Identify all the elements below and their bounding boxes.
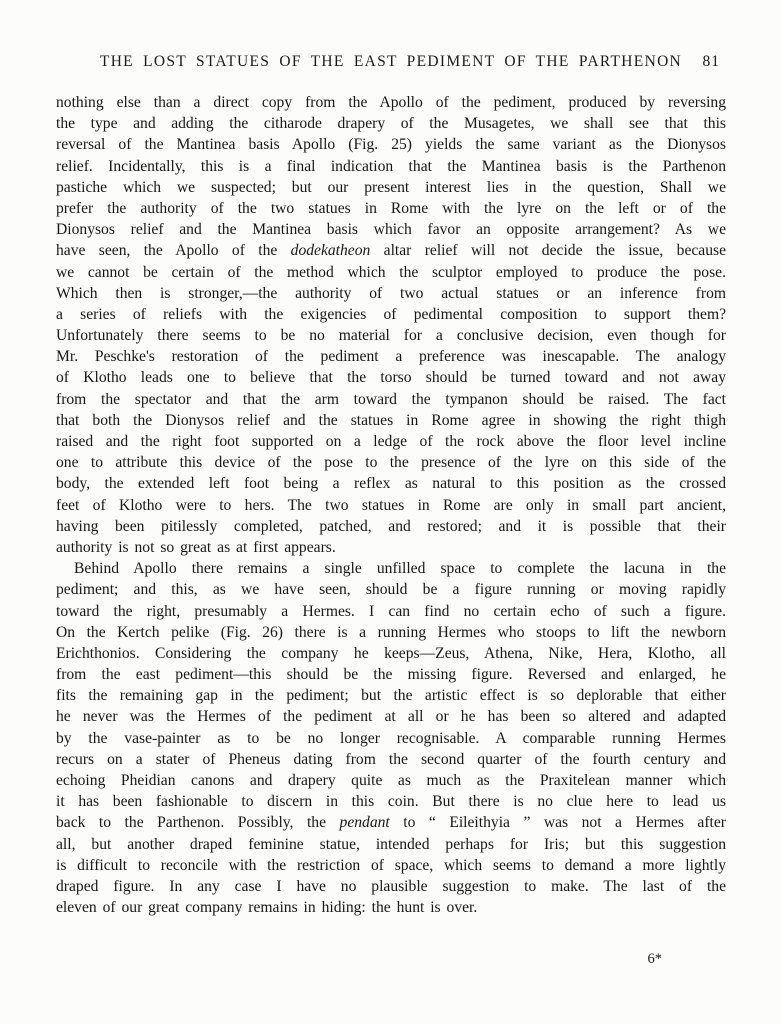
text-line: Which then is stronger,—the authority of two actual statues or an inference from bbox=[56, 284, 726, 302]
text-line: draped figure. In any case I have no plausible suggestion to make. The last of the bbox=[56, 877, 726, 895]
text-line: recurs on a stater of Pheneus dating from the second quarter of the fourth century and bbox=[56, 750, 726, 768]
paragraph bbox=[56, 92, 726, 558]
text-line: back to the Parthenon. Possibly, the pendant to “ Eileithyia ” was not a Hermes after bbox=[56, 814, 726, 832]
text-line: having been pitilessly completed, patched, and restored; and it is possible that their bbox=[56, 517, 726, 535]
text-line: Mr. Peschke's restoration of the pediment a preference was inescapable. The analogy bbox=[56, 348, 726, 366]
text-line: prefer the authority of the two statues in Rome with the lyre on the left or of the bbox=[56, 199, 726, 217]
text-line: all, but another draped feminine statue, intended perhaps for Iris; but this suggestion bbox=[56, 835, 726, 853]
text-line: On the Kertch pelike (Fig. 26) there is a running Hermes who stoops to lift the newborn bbox=[56, 623, 726, 641]
text-line: is difficult to reconcile with the restriction of space, which seems to demand a more lightly bbox=[56, 856, 726, 874]
text-line: a series of reliefs with the exigencies of pedimental composition to support them? bbox=[56, 305, 726, 323]
text-line: that both the Dionysos relief and the statues in Rome agree in showing the right thigh bbox=[56, 411, 726, 429]
text-line: we cannot be certain of the method which the sculptor employed to produce the pose. bbox=[56, 263, 726, 281]
text-line: Unfortunately there seems to be no material for a conclusive decision, even though for bbox=[56, 327, 726, 345]
text-line: fits the remaining gap in the pediment; but the artistic effect is so deplorable that either bbox=[56, 687, 726, 705]
text-line: relief. Incidentally, this is a final indication that the Mantinea basis is the Parthenon bbox=[56, 157, 726, 175]
text-line: Behind Apollo there remains a single unfilled space to complete the lacuna in the bbox=[74, 560, 726, 578]
text-line: echoing Pheidian canons and drapery quite as much as the Praxitelean manner which bbox=[56, 772, 726, 789]
text-line: from the spectator and that the arm toward the tympanon should be raised. The fact bbox=[56, 390, 726, 408]
text-line: authority is not so great as at first appears. bbox=[56, 538, 336, 556]
text-line: eleven of our great company remains in hiding: the hunt is over. bbox=[56, 899, 478, 917]
text-line: it has been fashionable to discern in this coin. But there is no clue here to lead us bbox=[56, 793, 726, 811]
text-line: he never was the Hermes of the pediment at all or he has been so altered and adapted bbox=[56, 708, 726, 726]
text-line: by the vase-painter as to be no longer recognisable. A comparable running Hermes bbox=[56, 729, 726, 747]
text-line: the type and adding the citharode drapery of the Musagetes, we shall see that this bbox=[56, 115, 726, 133]
page-number: 81 bbox=[702, 53, 720, 70]
text-line: toward the right, presumably a Hermes. I can find no certain echo of such a figure. bbox=[56, 602, 726, 620]
text-line: feet of Klotho were to hers. The two statues in Rome are only in small part ancient, bbox=[56, 496, 726, 514]
text-line: Dionysos relief and the Mantinea basis which favor an opposite arrangement? As we bbox=[56, 221, 726, 239]
text-line: nothing else than a direct copy from the Apollo of the pediment, produced by reversing bbox=[56, 94, 726, 111]
text-block bbox=[56, 92, 726, 918]
page-header bbox=[56, 53, 726, 75]
text-line: pastiche which we suspected; but our present interest lies in the question, Shall we bbox=[56, 178, 726, 196]
text-line: from the east pediment—this should be the missing figure. Reversed and enlarged, he bbox=[56, 666, 726, 684]
text-line: raised and the right foot supported on a ledge of the rock above the floor level incline bbox=[56, 433, 726, 450]
text-line: Erichthonios. Considering the company he keeps—Zeus, Athena, Nike, Hera, Klotho, all bbox=[56, 644, 726, 662]
text-line: body, the extended left foot being a reflex as natural to this position as the crossed bbox=[56, 475, 726, 493]
text-line: of Klotho leads one to believe that the torso should be turned toward and not away bbox=[56, 369, 726, 387]
paragraph bbox=[56, 558, 726, 918]
text-line: pediment; and this, as we have seen, should be a figure running or moving rapidly bbox=[56, 581, 726, 599]
running-title: THE LOST STATUES OF THE EAST PEDIMENT OF THE PARTHENON bbox=[99, 53, 683, 70]
text-line: reversal of the Mantinea basis Apollo (Fig. 25) yields the same variant as the Dionysos bbox=[56, 136, 726, 154]
text-line: have seen, the Apollo of the dodekatheon altar relief will not decide the issue, because bbox=[56, 242, 726, 260]
signature-mark: 6* bbox=[647, 951, 662, 967]
page-footer bbox=[56, 950, 726, 968]
text-line: one to attribute this device of the pose to the presence of the lyre on this side of the bbox=[56, 454, 726, 472]
